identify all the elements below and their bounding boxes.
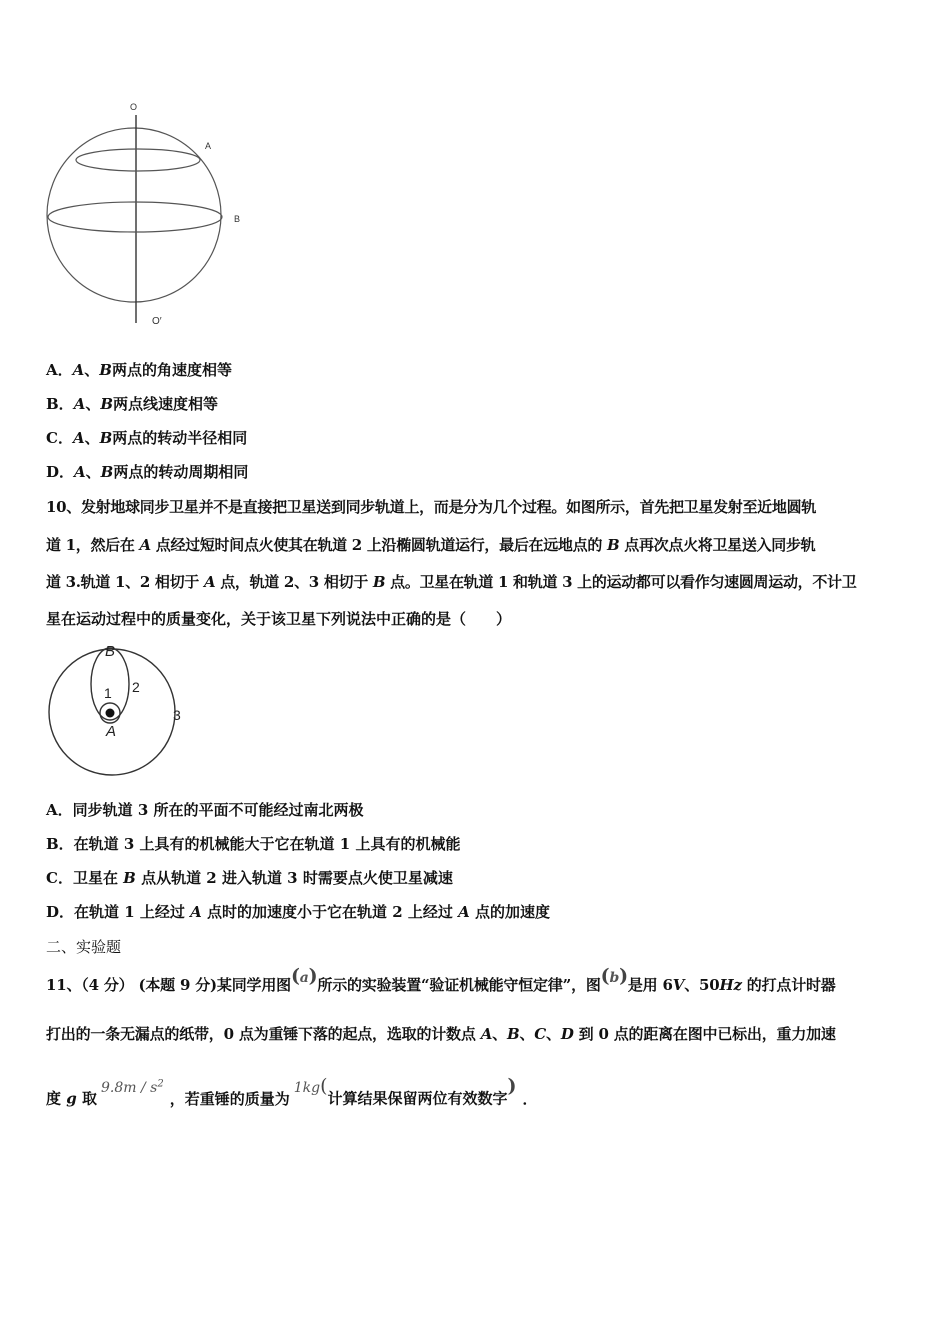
label-o-bottom: O′ <box>152 316 162 327</box>
q10-option-a: A．同步轨道 3 所在的平面不可能经过南北两极 <box>46 801 364 819</box>
q10-option-d: D．在轨道 1 上经过 A 点时的加速度小于它在轨道 2 上经过 A 点的加速度 <box>46 903 550 921</box>
q10-option-b: B．在轨道 3 上具有的机械能大于它在轨道 1 上具有的机械能 <box>46 835 461 853</box>
q11-line-2: 打出的一条无漏点的纸带，0 点为重锤下落的起点，选取的计数点 A、B、C、D 到 0 点的距离在图中已标出，重力加速 <box>46 1025 836 1043</box>
q10-option-c: C．卫星在 B 点从轨道 2 进入轨道 3 时需要点火使卫星减速 <box>46 869 453 887</box>
q11-line-1: 11、（4 分） (本题 9 分)某同学用图(a)所示的实验装置“验证机械能守恒定律”，图(b)是用 6V、50Hz 的打点计时器 <box>46 965 836 994</box>
sphere-figure <box>40 95 260 335</box>
latitude-circle-a <box>76 149 200 171</box>
q10-stem-line-2: 道 1，然后在 A 点经过短时间点火使其在轨道 2 上沿椭圆轨道运行，最后在远地点的 B 点再次点火将卫星送入同步轨 <box>46 536 816 554</box>
label-orbit-2: 2 <box>132 679 140 695</box>
q9-option-d: D．A、B两点的转动周期相同 <box>46 463 249 481</box>
label-o-top: O <box>130 102 138 112</box>
earth <box>106 709 115 718</box>
q10-stem-line-3: 道 3.轨道 1、2 相切于 A 点，轨道 2、3 相切于 B 点。卫星在轨道 1 和轨道 3 上的运动都可以看作匀速圆周运动，不计卫 <box>46 573 857 591</box>
q10-stem-line-1: 10、发射地球同步卫星并不是直接把卫星送到同步轨道上，而是分为几个过程。如图所示，首先把卫星发射至近地圆轨 <box>46 498 816 516</box>
orbit-figure <box>46 640 196 780</box>
label-a: A <box>205 141 212 151</box>
label-b-orbit: B <box>105 643 116 660</box>
q10-stem-line-4: 星在运动过程中的质量变化，关于该卫星下列说法中正确的是（ ） <box>46 610 512 628</box>
equator-circle-b <box>48 202 222 232</box>
q9-option-b: B．A、B两点线速度相等 <box>46 395 219 413</box>
q9-option-c: C．A、B两点的转动半径相同 <box>46 429 248 447</box>
label-a-orbit: A <box>106 723 117 740</box>
label-orbit-3: 3 <box>173 707 181 723</box>
q9-option-a: A．A、B两点的角速度相等 <box>46 361 232 379</box>
label-orbit-1: 1 <box>104 685 112 701</box>
sphere-outline <box>47 128 221 302</box>
q11-line-3: 度 g 取$9.8m / s^2$，若重锤的质量为1kg(计算结果保留两位有效数字)． <box>46 1074 538 1108</box>
label-b: B <box>234 214 241 224</box>
section-heading-experiment: 二、实验题 <box>46 938 122 956</box>
